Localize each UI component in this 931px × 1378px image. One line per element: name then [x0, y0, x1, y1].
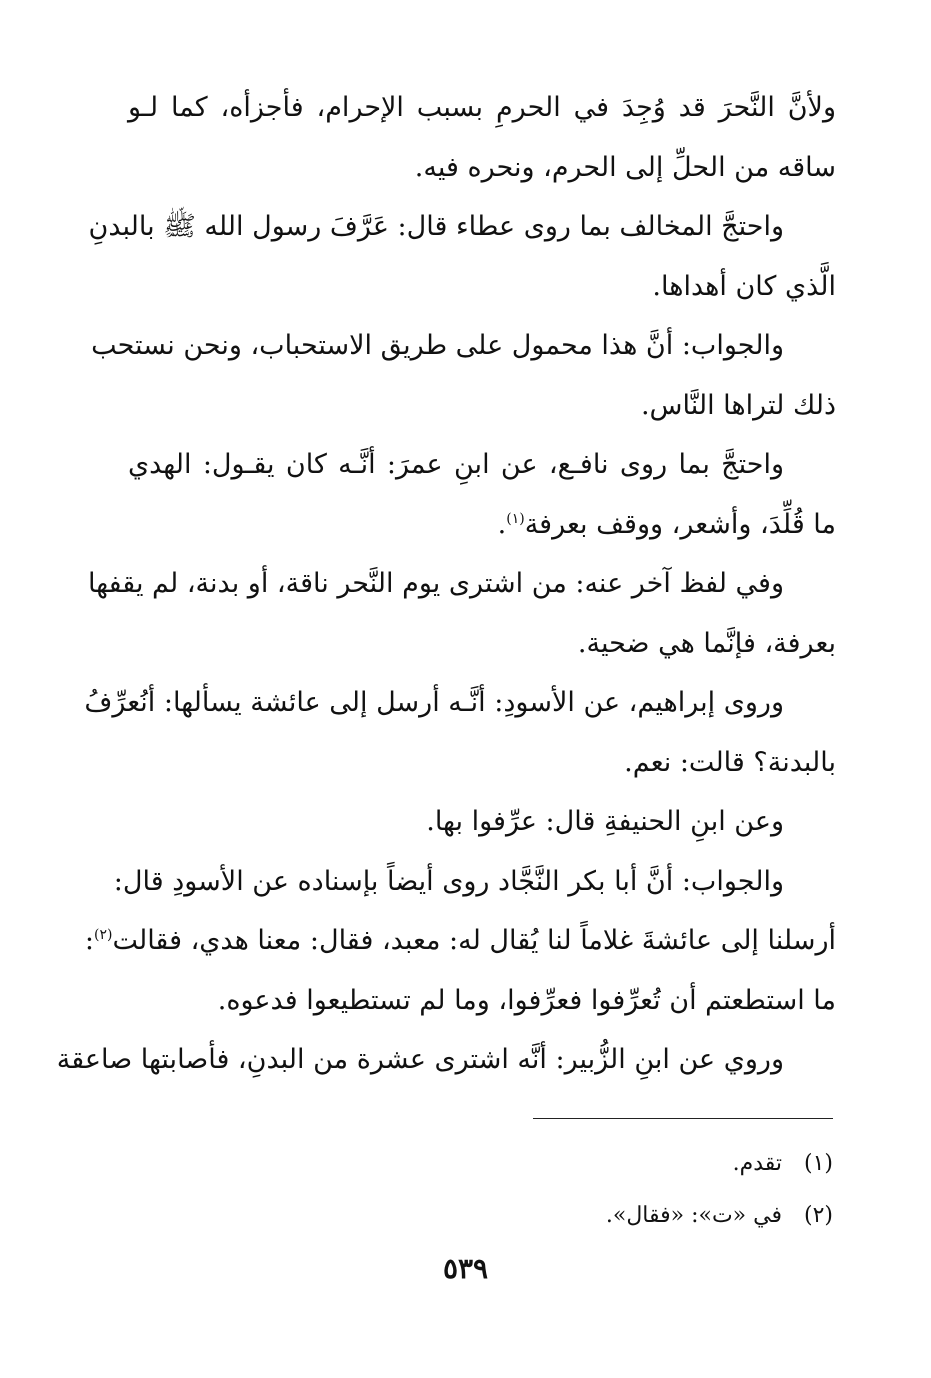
- text-line: ولأنَّ النَّحرَ قد وُجِدَ في الحرمِ بسبب الإحرام، فأجزأه، كما لـو: [128, 92, 836, 123]
- text-line: بالبدنة؟ قالت: نعم.: [624, 746, 836, 778]
- text-line: [84, 911, 836, 971]
- text-line: [128, 495, 836, 555]
- text-line: وفي لفظ آخر عنه: من اشترى يوم النَّحر ناقة، أو بدنة، لم يقفها: [87, 568, 784, 599]
- page-number: ٥٣٩: [442, 1252, 489, 1285]
- text-line-end: .: [497, 508, 507, 540]
- footnote-number: (١): [803, 1151, 833, 1176]
- footnote-reference: (١): [506, 510, 525, 527]
- footnote-item: [333, 1190, 833, 1242]
- text-line-content: أرسلنا إلى عائشةَ غلاماً لنا يُقال له: معبد، فقال: معنا هدي، فقالت: [112, 925, 836, 956]
- text-line: واحتجَّ المخالف بما روى عطاء قال: عَرَّفَ رسول الله ﷺ بالبدنِ: [88, 211, 784, 242]
- footnote-text: تقدم.: [732, 1151, 782, 1176]
- footnote-number: (٢): [803, 1203, 833, 1228]
- footnotes: [333, 1138, 833, 1242]
- text-line: واحتجَّ بما روى نافـع، عن ابنِ عمرَ: أنَّـه كان يقـول: الهدي: [128, 449, 784, 480]
- text-line: الَّذي كان أهداها.: [652, 270, 836, 302]
- footnote-item: [333, 1138, 833, 1190]
- text-line: بعرفة، فإنَّما هي ضحية.: [577, 627, 836, 659]
- text-line: ما استطعتم أن تُعرِّفوا فعرِّفوا، وما لم تستطيعوا فدعوه.: [217, 984, 836, 1016]
- text-line: ذلك لتراها النَّاس.: [640, 389, 836, 421]
- text-line: وروى إبراهيم، عن الأسودِ: أنَّـه أرسل إلى عائشة يسألها: أنُعرِّفُ: [84, 687, 784, 718]
- text-line: والجواب: أنَّ هذا محمول على طريق الاستحباب، ونحن نستحب: [91, 330, 784, 361]
- footnote-reference: (٢): [93, 927, 113, 943]
- text-line: وروي عن ابنِ الزُّبير: أنَّه اشترى عشرة من البدنِ، فأصابتها صاعقة: [56, 1044, 784, 1075]
- text-line: وعن ابنِ الحنيفةِ قال: عرِّفوا بها.: [426, 806, 784, 837]
- text-line: ساقه من الحلِّ إلى الحرم، ونحره فيه.: [414, 151, 836, 183]
- text-line-end: :: [84, 925, 94, 956]
- footnote-text: في «ت»: «فقال».: [605, 1203, 782, 1228]
- text-line-content: ما قُلِّدَ، وأشعر، ووقف بعرفة: [524, 508, 836, 540]
- footnote-divider: [533, 1118, 833, 1119]
- text-line: والجواب: أنَّ أبا بكر النَّجَّاد روى أيضاً بإسناده عن الأسودِ قال:: [113, 865, 784, 897]
- main-text: [56, 78, 836, 1090]
